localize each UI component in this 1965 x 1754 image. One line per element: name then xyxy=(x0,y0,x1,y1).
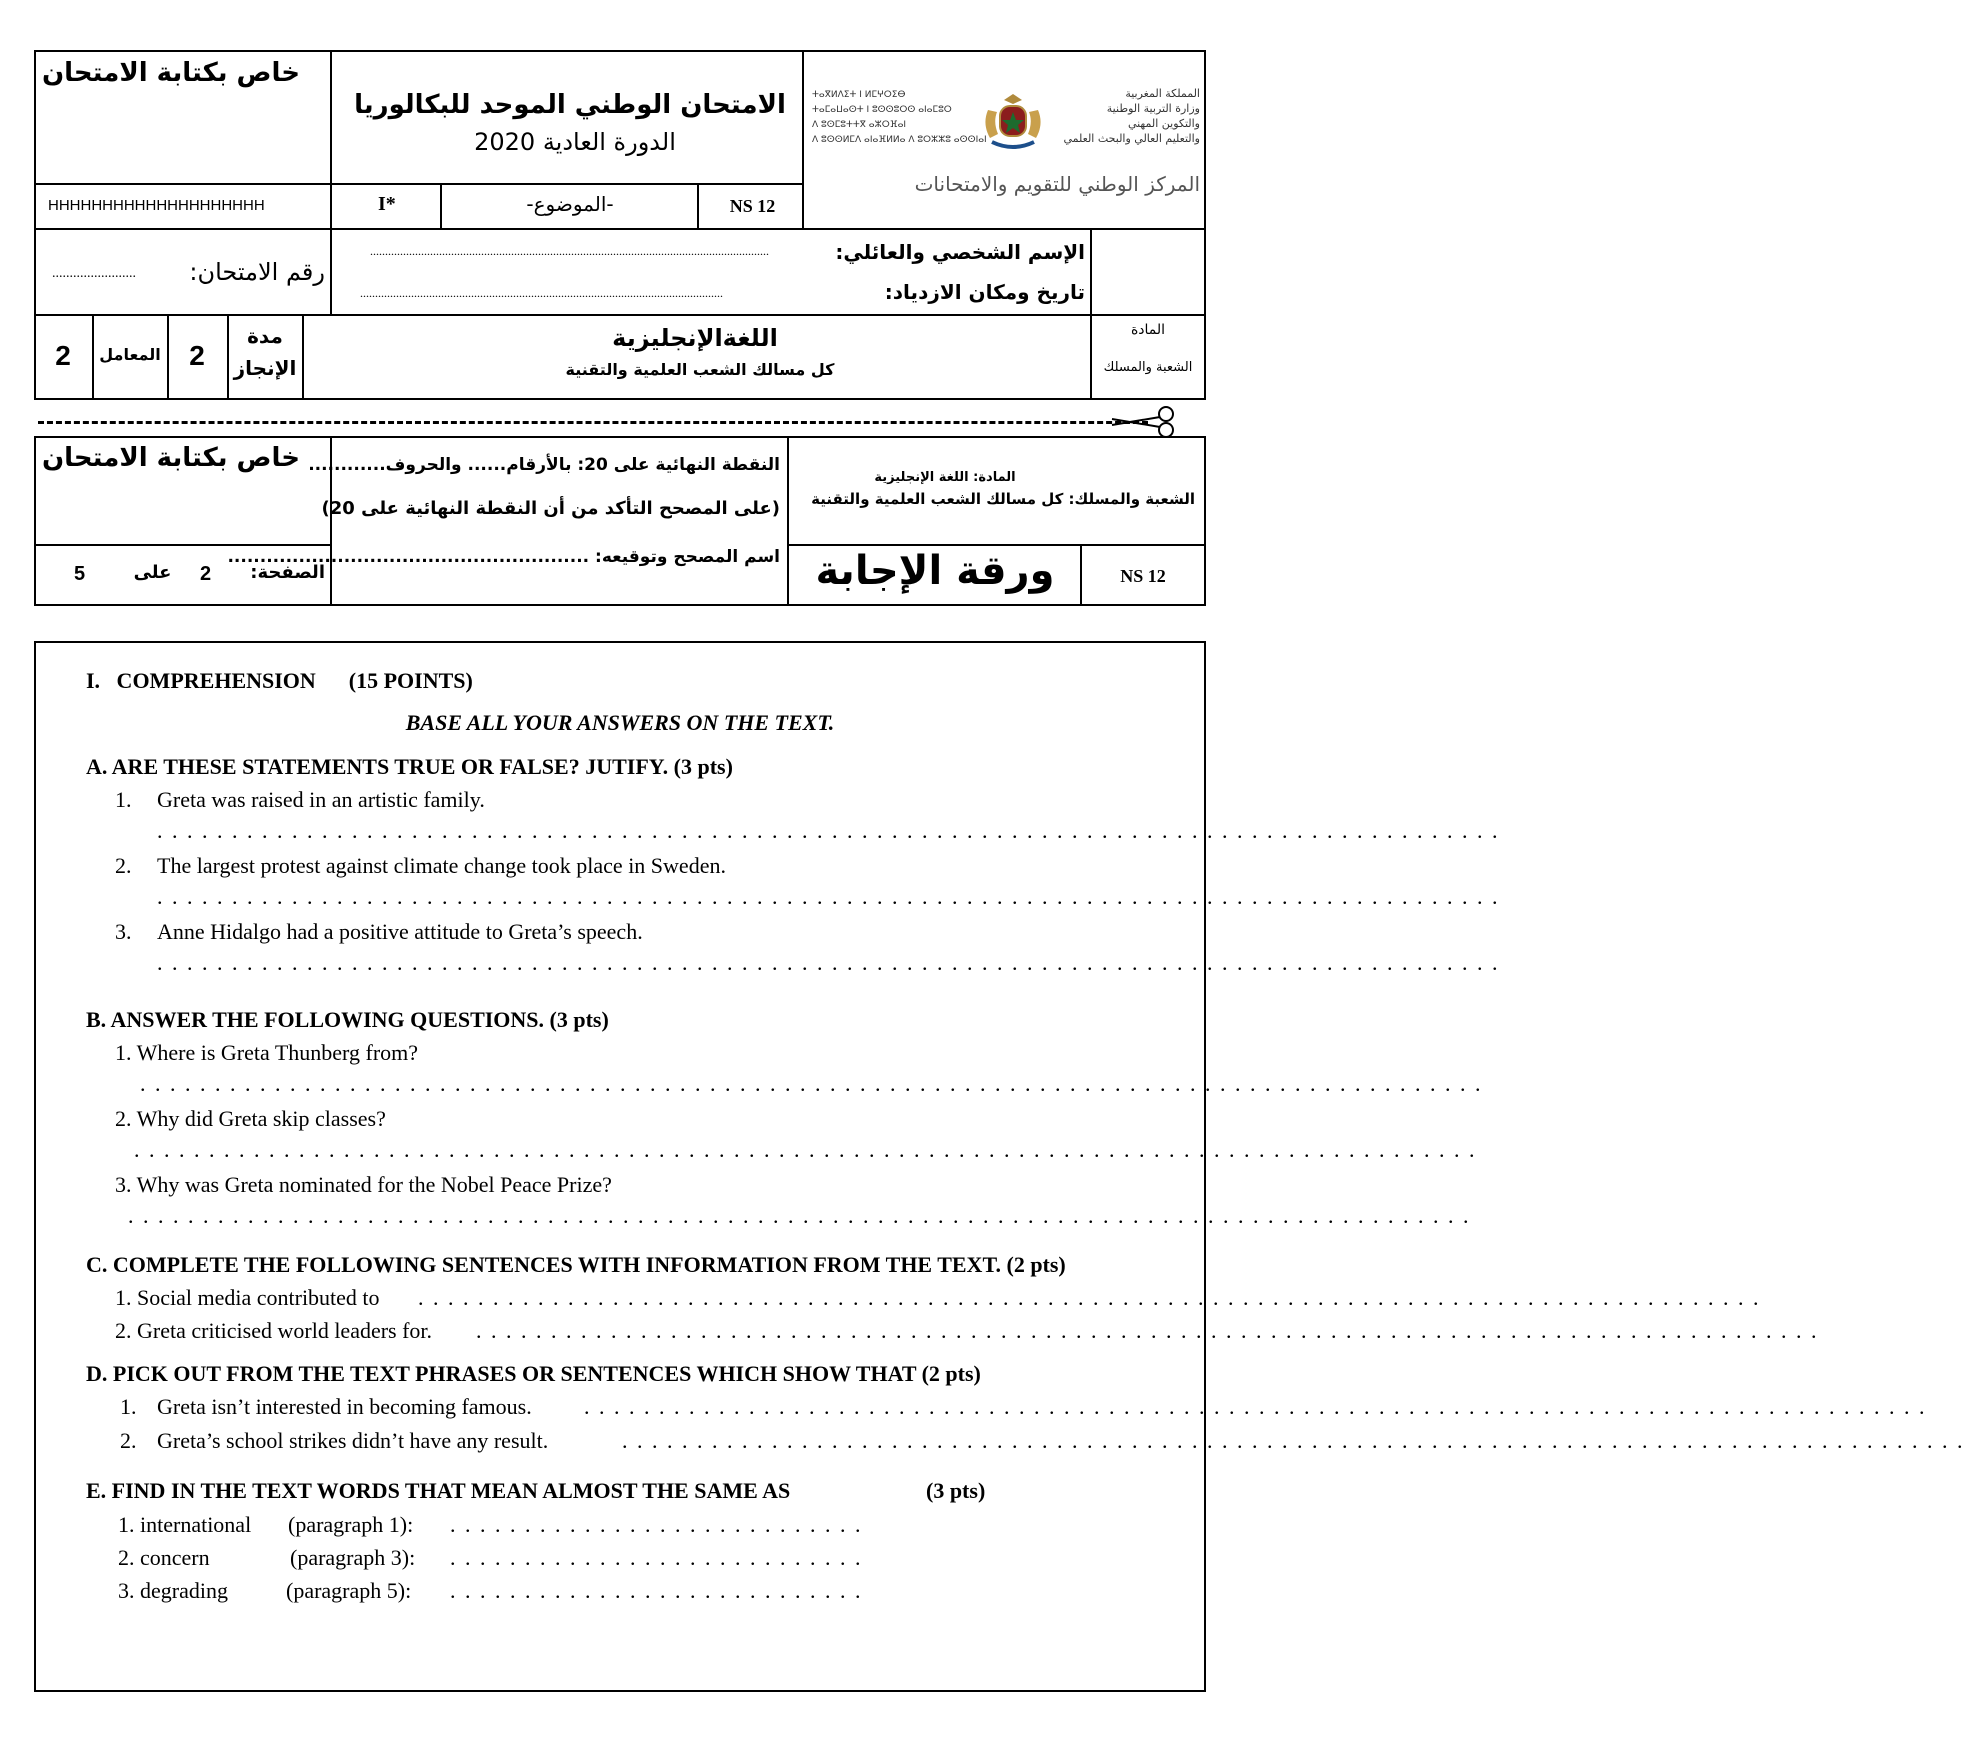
final-grade-field[interactable]: النقطة النهائية على 20: بالأرقام...... والحروف............ xyxy=(308,455,780,475)
list-item-number: 2. xyxy=(115,853,132,878)
center-name: المركز الوطني للتقويم والامتحانات xyxy=(914,172,1200,196)
candidate-col-line xyxy=(1090,228,1092,316)
subject-col-line xyxy=(302,314,304,400)
word-e1: 1. international xyxy=(118,1512,252,1537)
answer-line-b2[interactable]: . . . . . . . . . . . . . . . . . . . . . . . . . . . . . . . . . . . . . . . . . . . . . . . . . . . . . . . . . . . . . . . . . . . . . . . . . . . . . . . . . . . . . . . . . . xyxy=(134,1137,1477,1162)
question-a2: The largest protest against climate change took place in Sweden. xyxy=(157,853,726,878)
kingdom-line: المملكة المغربية xyxy=(1125,87,1200,100)
answer-line-a2[interactable]: . . . . . . . . . . . . . . . . . . . . . . . . . . . . . . . . . . . . . . . . . . . . . . . . . . . . . . . . . . . . . . . . . . . . . . . . . . . . . . . . . . . . . . . . . . xyxy=(157,884,1500,909)
header-col-line xyxy=(697,183,699,230)
page-current: 2 xyxy=(200,563,212,585)
instruction: BASE ALL YOUR ANSWERS ON THE TEXT. xyxy=(405,710,835,735)
answer-line-b1[interactable]: . . . . . . . . . . . . . . . . . . . . . . . . . . . . . . . . . . . . . . . . . . . . . . . . . . . . . . . . . . . . . . . . . . . . . . . . . . . . . . . . . . . . . . . . . . xyxy=(140,1071,1483,1096)
tifinagh-block xyxy=(812,88,987,148)
page-label: الصفحة: xyxy=(250,562,325,583)
coat-of-arms-icon xyxy=(978,90,1048,154)
subject-name: اللغةالإنجليزية xyxy=(612,324,778,352)
answer-stream-line: الشعبة والمسلك: كل مسالك الشعب العلمية والتقنية xyxy=(811,490,1195,508)
birth-field[interactable]: ......................................................................................................................... xyxy=(360,286,723,300)
answer-line-c2[interactable]: . . . . . . . . . . . . . . . . . . . . . . . . . . . . . . . . . . . . . . . . . . . . . . . . . . . . . . . . . . . . . . . . . . . . . . . . . . . . . . . . . . . . . . . . . . xyxy=(476,1318,1819,1343)
subject-label: -الموضوع- xyxy=(526,192,614,216)
matter-label: المادة xyxy=(1130,322,1166,338)
name-field[interactable]: ..................................................................................................................................... xyxy=(370,244,769,258)
page-total: 5 xyxy=(74,563,86,585)
paragraph-ref-e2: (paragraph 3): xyxy=(290,1545,416,1570)
ns-code: NS 12 xyxy=(729,196,776,216)
exam-number-field[interactable]: ........................ xyxy=(52,266,136,281)
answer-line-e2[interactable]: . . . . . . . . . . . . . . . . . . . . . . . . . . . . xyxy=(450,1545,863,1570)
kingdom-line: والتعليم العالي والبحث العلمي xyxy=(1063,132,1200,145)
header-filler: HHHHHHHHHHHHHHHHHHHH xyxy=(48,197,265,214)
answer-line-a1[interactable]: . . . . . . . . . . . . . . . . . . . . . . . . . . . . . . . . . . . . . . . . . . . . . . . . . . . . . . . . . . . . . . . . . . . . . . . . . . . . . . . . . . . . . . . . . . xyxy=(157,818,1500,843)
kingdom-block xyxy=(1060,86,1200,146)
answer-line-e1[interactable]: . . . . . . . . . . . . . . . . . . . . . . . . . . . . xyxy=(450,1512,863,1537)
section-e-points: (3 pts) xyxy=(926,1478,986,1503)
question-b2: 2. Why did Greta skip classes? xyxy=(115,1106,386,1131)
kingdom-line: وزارة التربية الوطنية xyxy=(1106,102,1200,115)
answer-ns-code: NS 12 xyxy=(1120,566,1166,586)
reserved-label: خاص بكتابة الامتحان xyxy=(41,58,300,88)
scissors-icon xyxy=(1108,405,1178,439)
answer-row-line xyxy=(34,544,332,546)
answer-row-line xyxy=(787,544,1206,546)
paragraph-ref-e3: (paragraph 5): xyxy=(286,1578,412,1603)
answer-sheet-title: ورقة الإجابة xyxy=(815,548,1055,594)
tifinagh-line: ⵜⴰⴳⵍⴷⵉⵜ ⵏ ⵍⵎⵖⵔⵉⴱ xyxy=(812,90,906,100)
stream-label: الشعبة والمسلك xyxy=(1103,360,1193,375)
answer-line-d2[interactable]: . . . . . . . . . . . . . . . . . . . . . . . . . . . . . . . . . . . . . . . . . . . . . . . . . . . . . . . . . . . . . . . . . . . . . . . . . . . . . . . . . . . . . . . . . . xyxy=(622,1428,1965,1453)
section-title: I. COMPREHENSION (15 POINTS) xyxy=(86,668,473,693)
tifinagh-line: ⵜⴰⵎⴰⵡⴰⵙⵜ ⵏ ⵓⵙⵙⵓⵔⵙ ⴰⵏⴰⵎⵓⵔ xyxy=(812,105,952,115)
answer-line-c1[interactable]: . . . . . . . . . . . . . . . . . . . . . . . . . . . . . . . . . . . . . . . . . . . . . . . . . . . . . . . . . . . . . . . . . . . . . . . . . . . . . . . . . . . . . . . . . . xyxy=(418,1285,1761,1310)
answer-line-b3[interactable]: . . . . . . . . . . . . . . . . . . . . . . . . . . . . . . . . . . . . . . . . . . . . . . . . . . . . . . . . . . . . . . . . . . . . . . . . . . . . . . . . . . . . . . . . . . xyxy=(128,1203,1471,1228)
exam-session: الدورة العادية 2020 xyxy=(474,128,676,156)
question-c2: 2. Greta criticised world leaders for. xyxy=(115,1318,433,1343)
word-e2: 2. concern xyxy=(118,1545,210,1570)
duration-value: 2 xyxy=(189,340,205,371)
section-d-title: D. PICK OUT FROM THE TEXT PHRASES OR SENTENCES WHICH SHOW THAT (2 pts) xyxy=(86,1361,981,1386)
reserved-label: خاص بكتابة الامتحان xyxy=(41,443,300,473)
header-col-line xyxy=(802,50,804,230)
tifinagh-line: ⴷ ⵓⵙⵙⵍⵎⴷ ⴰⵏⴰⴼⵍⵍⴰ ⴷ ⵓⵔⵣⵣⵓ ⴰⵙⵙⵏⴰⵏ xyxy=(812,135,987,145)
birth-label: تاريخ ومكان الازدياد: xyxy=(884,280,1085,304)
list-item-number: 1. xyxy=(115,787,132,812)
answer-line-e3[interactable]: . . . . . . . . . . . . . . . . . . . . . . . . . . . . xyxy=(450,1578,863,1603)
cut-line xyxy=(38,421,1148,424)
answer-line-d1[interactable]: . . . . . . . . . . . . . . . . . . . . . . . . . . . . . . . . . . . . . . . . . . . . . . . . . . . . . . . . . . . . . . . . . . . . . . . . . . . . . . . . . . . . . . . . . . xyxy=(584,1394,1927,1419)
exam-number-label: رقم الامتحان: xyxy=(189,258,325,286)
duration-label: مدة xyxy=(247,324,283,348)
question-a1: Greta was raised in an artistic family. xyxy=(157,787,485,812)
header-col-line xyxy=(330,50,332,230)
section-e-title: E. FIND IN THE TEXT WORDS THAT MEAN ALMOST THE SAME AS xyxy=(86,1478,791,1503)
header-divider xyxy=(34,183,804,185)
section-c-title: C. COMPLETE THE FOLLOWING SENTENCES WITH INFORMATION FROM THE TEXT. (2 pts) xyxy=(86,1252,1066,1277)
word-e3: 3. degrading xyxy=(118,1578,228,1603)
tifinagh-line: ⴷ ⵓⵙⵎⵓⵜⵜⴳ ⴰⵣⵔⴼⴰⵏ xyxy=(812,120,907,130)
question-b1: 1. Where is Greta Thunberg from? xyxy=(115,1040,419,1065)
answer-matter-line: المادة: اللغة الإنجليزية xyxy=(874,470,1016,485)
coefficient-value: 2 xyxy=(55,340,71,371)
list-item-number: 2. xyxy=(120,1428,137,1453)
corrector-name-field[interactable]: اسم المصحح وتوقيعه: ........................................................ xyxy=(227,547,780,567)
subject-code: I* xyxy=(378,193,396,215)
exam-title: الامتحان الوطني الموحد للبكالوريا xyxy=(354,90,786,120)
page-of: على xyxy=(133,562,172,583)
header-col-line xyxy=(440,183,442,230)
subject-streams: كل مسالك الشعب العلمية والتقنية xyxy=(565,360,835,379)
paragraph-ref-e1: (paragraph 1): xyxy=(288,1512,414,1537)
section-b-title: B. ANSWER THE FOLLOWING QUESTIONS. (3 pts) xyxy=(86,1007,609,1032)
section-a-title: A. ARE THESE STATEMENTS TRUE OR FALSE? JUTIFY. (3 pts) xyxy=(86,754,733,779)
question-a3: Anne Hidalgo had a positive attitude to Greta’s speech. xyxy=(157,919,643,944)
answer-col-line xyxy=(787,436,789,606)
name-label: الإسم الشخصي والعائلي: xyxy=(835,240,1085,264)
list-item-number: 1. xyxy=(120,1394,137,1419)
question-d2: Greta’s school strikes didn’t have any result. xyxy=(157,1428,549,1453)
corrector-note: (على المصحح التأكد من أن النقطة النهائية على 20) xyxy=(321,498,780,519)
kingdom-line: والتكوين المهني xyxy=(1127,117,1200,130)
coefficient-label: المعامل xyxy=(99,345,161,364)
question-c1: 1. Social media contributed to xyxy=(115,1285,380,1310)
duration-label: الإنجاز xyxy=(233,356,297,380)
question-b3: 3. Why was Greta nominated for the Nobel Peace Prize? xyxy=(115,1172,612,1197)
answer-line-a3[interactable]: . . . . . . . . . . . . . . . . . . . . . . . . . . . . . . . . . . . . . . . . . . . . . . . . . . . . . . . . . . . . . . . . . . . . . . . . . . . . . . . . . . . . . . . . . . xyxy=(157,950,1500,975)
candidate-col-line xyxy=(330,228,332,316)
question-d1: Greta isn’t interested in becoming famous. xyxy=(157,1394,532,1419)
list-item-number: 3. xyxy=(115,919,132,944)
